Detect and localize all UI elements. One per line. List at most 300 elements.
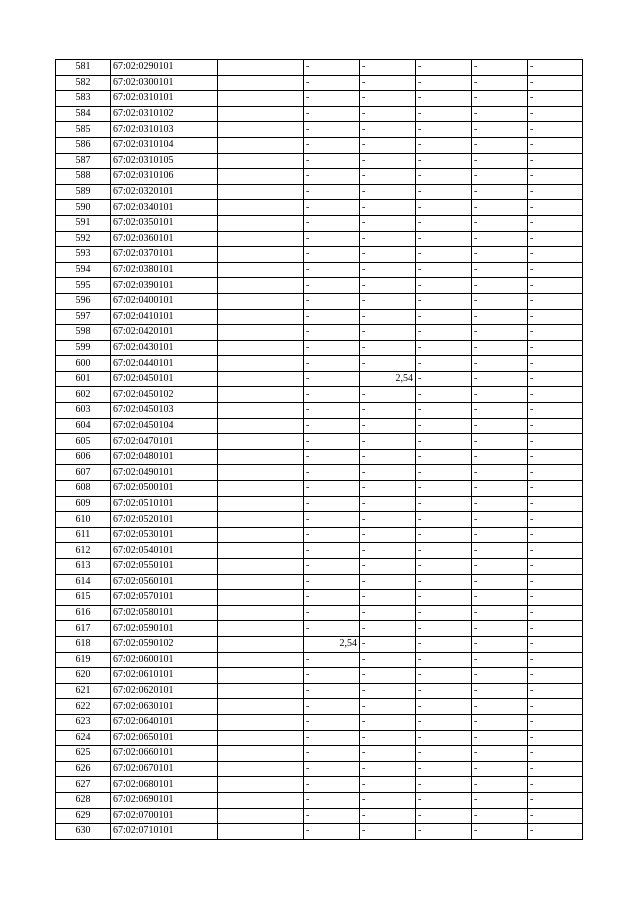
value-cell: -: [304, 652, 360, 668]
value-cell: -: [360, 465, 416, 481]
value-cell: -: [472, 543, 528, 559]
value-cell: -: [304, 91, 360, 107]
value-cell: -: [360, 605, 416, 621]
value-cell: -: [360, 574, 416, 590]
cadastral-code-cell: 67:02:0390101: [111, 278, 218, 294]
value-cell: -: [304, 512, 360, 528]
row-number-cell: 620: [56, 668, 111, 684]
value-cell: -: [360, 184, 416, 200]
cadastral-code-cell: 67:02:0650101: [111, 730, 218, 746]
value-cell: -: [304, 434, 360, 450]
value-cell: -: [304, 184, 360, 200]
cadastral-code-cell: 67:02:0310104: [111, 137, 218, 153]
value-cell: -: [360, 340, 416, 356]
value-cell: -: [416, 137, 472, 153]
empty-cell: [218, 137, 304, 153]
row-number-cell: 616: [56, 605, 111, 621]
row-number-cell: 587: [56, 153, 111, 169]
value-cell: -: [416, 714, 472, 730]
value-cell: -: [304, 496, 360, 512]
row-number-cell: 594: [56, 262, 111, 278]
value-cell: -: [472, 527, 528, 543]
empty-cell: [218, 683, 304, 699]
value-cell: -: [360, 481, 416, 497]
row-number-cell: 582: [56, 75, 111, 91]
cadastral-code-cell: 67:02:0400101: [111, 293, 218, 309]
value-cell: -: [472, 668, 528, 684]
row-number-cell: 583: [56, 91, 111, 107]
value-cell: -: [528, 714, 583, 730]
value-cell: -: [360, 137, 416, 153]
table-row: [56, 169, 583, 185]
table-row: [56, 527, 583, 543]
cadastral-code-cell: 67:02:0590101: [111, 621, 218, 637]
value-cell: -: [304, 730, 360, 746]
value-cell: -: [360, 200, 416, 216]
cadastral-code-cell: 67:02:0450102: [111, 387, 218, 403]
cadastral-code-cell: 67:02:0690101: [111, 792, 218, 808]
empty-cell: [218, 792, 304, 808]
value-cell: -: [528, 730, 583, 746]
value-cell: -: [304, 231, 360, 247]
value-cell: -: [528, 605, 583, 621]
value-cell: -: [528, 699, 583, 715]
table-row: [56, 636, 583, 652]
value-cell: -: [528, 465, 583, 481]
value-cell: -: [528, 340, 583, 356]
value-cell: -: [472, 761, 528, 777]
empty-cell: [218, 761, 304, 777]
value-cell: -: [416, 153, 472, 169]
value-cell: -: [304, 824, 360, 840]
value-cell: -: [528, 636, 583, 652]
value-cell: -: [360, 122, 416, 138]
row-number-cell: 593: [56, 247, 111, 263]
row-number-cell: 624: [56, 730, 111, 746]
table-row: [56, 652, 583, 668]
value-cell: -: [528, 746, 583, 762]
value-cell: -: [360, 231, 416, 247]
value-cell: -: [304, 714, 360, 730]
cadastral-code-cell: 67:02:0610101: [111, 668, 218, 684]
value-cell: -: [304, 293, 360, 309]
table-row: [56, 496, 583, 512]
value-cell: -: [528, 60, 583, 76]
value-cell: -: [416, 418, 472, 434]
table-row: [56, 340, 583, 356]
value-cell: -: [304, 792, 360, 808]
value-cell: -: [416, 605, 472, 621]
table-body: [56, 60, 583, 840]
value-cell: -: [416, 808, 472, 824]
value-cell: -: [416, 122, 472, 138]
row-number-cell: 607: [56, 465, 111, 481]
table-row: [56, 418, 583, 434]
value-cell: -: [472, 356, 528, 372]
table-row: [56, 543, 583, 559]
value-cell: -: [304, 215, 360, 231]
empty-cell: [218, 808, 304, 824]
empty-cell: [218, 278, 304, 294]
value-cell: -: [528, 434, 583, 450]
cadastral-code-cell: 67:02:0340101: [111, 200, 218, 216]
value-cell: -: [304, 465, 360, 481]
empty-cell: [218, 605, 304, 621]
cadastral-code-cell: 67:02:0310102: [111, 106, 218, 122]
value-cell: -: [528, 106, 583, 122]
value-cell: -: [360, 792, 416, 808]
table-row: [56, 449, 583, 465]
value-cell: -: [528, 527, 583, 543]
row-number-cell: 617: [56, 621, 111, 637]
value-cell: -: [472, 403, 528, 419]
value-cell: -: [360, 262, 416, 278]
cadastral-code-cell: 67:02:0420101: [111, 325, 218, 341]
value-cell: -: [304, 418, 360, 434]
table-row: [56, 605, 583, 621]
empty-cell: [218, 371, 304, 387]
value-cell: -: [416, 730, 472, 746]
value-cell: -: [472, 75, 528, 91]
row-number-cell: 588: [56, 169, 111, 185]
table-row: [56, 278, 583, 294]
row-number-cell: 586: [56, 137, 111, 153]
value-cell: -: [416, 91, 472, 107]
value-cell: -: [304, 668, 360, 684]
empty-cell: [218, 91, 304, 107]
table-row: [56, 153, 583, 169]
table-row: [56, 184, 583, 200]
value-cell: -: [472, 496, 528, 512]
cadastral-code-cell: 67:02:0580101: [111, 605, 218, 621]
cadastral-code-cell: 67:02:0680101: [111, 777, 218, 793]
value-cell: -: [416, 559, 472, 575]
cadastral-code-cell: 67:02:0310103: [111, 122, 218, 138]
value-cell: -: [360, 543, 416, 559]
row-number-cell: 614: [56, 574, 111, 590]
value-cell: -: [304, 122, 360, 138]
row-number-cell: 592: [56, 231, 111, 247]
value-cell: -: [360, 153, 416, 169]
value-cell: -: [416, 512, 472, 528]
table-row: [56, 293, 583, 309]
value-cell: -: [416, 496, 472, 512]
value-cell: -: [304, 403, 360, 419]
empty-cell: [218, 652, 304, 668]
value-cell: -: [304, 808, 360, 824]
value-cell: -: [360, 621, 416, 637]
empty-cell: [218, 559, 304, 575]
value-cell: -: [304, 169, 360, 185]
empty-cell: [218, 777, 304, 793]
row-number-cell: 601: [56, 371, 111, 387]
empty-cell: [218, 200, 304, 216]
value-cell: -: [528, 215, 583, 231]
value-cell: -: [360, 106, 416, 122]
table-row: [56, 75, 583, 91]
table-row: [56, 371, 583, 387]
value-cell: -: [472, 683, 528, 699]
value-cell: -: [360, 668, 416, 684]
table-row: [56, 808, 583, 824]
cadastral-code-cell: 67:02:0520101: [111, 512, 218, 528]
value-cell: -: [304, 278, 360, 294]
row-number-cell: 611: [56, 527, 111, 543]
value-cell: -: [416, 387, 472, 403]
row-number-cell: 625: [56, 746, 111, 762]
empty-cell: [218, 449, 304, 465]
table-row: [56, 231, 583, 247]
row-number-cell: 595: [56, 278, 111, 294]
value-cell: -: [472, 184, 528, 200]
value-cell: -: [528, 621, 583, 637]
empty-cell: [218, 403, 304, 419]
empty-cell: [218, 543, 304, 559]
empty-cell: [218, 293, 304, 309]
value-cell: -: [528, 184, 583, 200]
empty-cell: [218, 325, 304, 341]
empty-cell: [218, 730, 304, 746]
value-cell: -: [304, 481, 360, 497]
cadastral-code-cell: 67:02:0530101: [111, 527, 218, 543]
empty-cell: [218, 387, 304, 403]
row-number-cell: 603: [56, 403, 111, 419]
empty-cell: [218, 247, 304, 263]
table-row: [56, 434, 583, 450]
empty-cell: [218, 153, 304, 169]
row-number-cell: 612: [56, 543, 111, 559]
empty-cell: [218, 512, 304, 528]
value-cell: -: [360, 403, 416, 419]
value-cell: -: [360, 325, 416, 341]
value-cell: -: [416, 621, 472, 637]
row-number-cell: 619: [56, 652, 111, 668]
row-number-cell: 589: [56, 184, 111, 200]
value-cell: -: [416, 699, 472, 715]
value-cell: -: [528, 91, 583, 107]
empty-cell: [218, 574, 304, 590]
cadastral-code-cell: 67:02:0620101: [111, 683, 218, 699]
value-cell: -: [528, 231, 583, 247]
value-cell: -: [360, 777, 416, 793]
value-cell: -: [528, 325, 583, 341]
cadastral-code-cell: 67:02:0700101: [111, 808, 218, 824]
value-cell: -: [304, 387, 360, 403]
value-cell: -: [416, 543, 472, 559]
table-row: [56, 730, 583, 746]
empty-cell: [218, 714, 304, 730]
cadastral-code-cell: 67:02:0310105: [111, 153, 218, 169]
cadastral-code-cell: 67:02:0510101: [111, 496, 218, 512]
value-cell: -: [528, 247, 583, 263]
cadastral-code-cell: 67:02:0590102: [111, 636, 218, 652]
value-cell: -: [416, 824, 472, 840]
value-cell: -: [416, 574, 472, 590]
cadastral-code-cell: 67:02:0670101: [111, 761, 218, 777]
value-cell: -: [528, 262, 583, 278]
table-row: [56, 200, 583, 216]
value-cell: -: [360, 418, 416, 434]
value-cell: -: [416, 356, 472, 372]
empty-cell: [218, 621, 304, 637]
value-cell: -: [472, 605, 528, 621]
value-cell: -: [416, 683, 472, 699]
value-cell: -: [304, 325, 360, 341]
value-cell: -: [416, 465, 472, 481]
empty-cell: [218, 465, 304, 481]
value-cell: -: [416, 325, 472, 341]
row-number-cell: 608: [56, 481, 111, 497]
cadastral-code-cell: 67:02:0630101: [111, 699, 218, 715]
value-cell: -: [472, 449, 528, 465]
value-cell: -: [304, 761, 360, 777]
empty-cell: [218, 699, 304, 715]
value-cell: -: [416, 309, 472, 325]
value-cell: -: [528, 371, 583, 387]
value-cell: -: [304, 371, 360, 387]
value-cell: -: [472, 590, 528, 606]
value-cell: -: [472, 278, 528, 294]
empty-cell: [218, 184, 304, 200]
value-cell: -: [360, 247, 416, 263]
table-row: [56, 356, 583, 372]
empty-cell: [218, 122, 304, 138]
table-row: [56, 122, 583, 138]
value-cell: -: [360, 387, 416, 403]
value-cell: -: [360, 636, 416, 652]
value-cell: -: [472, 309, 528, 325]
value-cell: -: [472, 325, 528, 341]
value-cell: -: [360, 714, 416, 730]
value-cell: -: [416, 449, 472, 465]
cadastral-code-cell: 67:02:0540101: [111, 543, 218, 559]
row-number-cell: 622: [56, 699, 111, 715]
value-cell: -: [360, 808, 416, 824]
value-cell: -: [528, 122, 583, 138]
row-number-cell: 628: [56, 792, 111, 808]
table-row: [56, 309, 583, 325]
value-cell: -: [472, 153, 528, 169]
value-cell: -: [472, 60, 528, 76]
value-cell: -: [416, 75, 472, 91]
value-cell: -: [304, 559, 360, 575]
value-cell: -: [472, 434, 528, 450]
value-cell: -: [416, 481, 472, 497]
value-cell: -: [528, 481, 583, 497]
value-cell: -: [304, 247, 360, 263]
value-cell: -: [472, 559, 528, 575]
value-cell: -: [416, 434, 472, 450]
value-cell: -: [416, 652, 472, 668]
table-row: [56, 91, 583, 107]
table-row: [56, 683, 583, 699]
value-cell: -: [528, 792, 583, 808]
value-cell: -: [472, 730, 528, 746]
value-cell: -: [304, 574, 360, 590]
value-cell: -: [304, 527, 360, 543]
value-cell: -: [472, 481, 528, 497]
value-cell: -: [304, 200, 360, 216]
cadastral-code-cell: 67:02:0450101: [111, 371, 218, 387]
empty-cell: [218, 481, 304, 497]
value-cell: -: [528, 761, 583, 777]
row-number-cell: 623: [56, 714, 111, 730]
value-cell: -: [360, 746, 416, 762]
value-cell: -: [416, 247, 472, 263]
row-number-cell: 599: [56, 340, 111, 356]
value-cell: -: [528, 200, 583, 216]
value-cell: -: [528, 824, 583, 840]
value-cell: -: [472, 231, 528, 247]
value-cell: -: [416, 231, 472, 247]
cadastral-code-cell: 67:02:0380101: [111, 262, 218, 278]
empty-cell: [218, 106, 304, 122]
row-number-cell: 613: [56, 559, 111, 575]
cadastral-code-cell: 67:02:0310106: [111, 169, 218, 185]
value-cell: -: [416, 761, 472, 777]
value-cell: -: [528, 683, 583, 699]
table-row: [56, 262, 583, 278]
table-row: [56, 590, 583, 606]
cadastral-code-cell: 67:02:0600101: [111, 652, 218, 668]
cadastral-code-cell: 67:02:0450103: [111, 403, 218, 419]
value-cell: -: [304, 449, 360, 465]
value-cell: -: [304, 543, 360, 559]
value-cell: -: [528, 418, 583, 434]
value-cell: -: [528, 574, 583, 590]
value-cell: -: [472, 137, 528, 153]
row-number-cell: 610: [56, 512, 111, 528]
value-cell: -: [472, 418, 528, 434]
value-cell: -: [360, 824, 416, 840]
row-number-cell: 604: [56, 418, 111, 434]
cadastral-code-cell: 67:02:0430101: [111, 340, 218, 356]
value-cell: -: [416, 340, 472, 356]
value-cell: -: [304, 106, 360, 122]
table-row: [56, 668, 583, 684]
value-cell: -: [528, 356, 583, 372]
value-cell: -: [528, 496, 583, 512]
row-number-cell: 629: [56, 808, 111, 824]
empty-cell: [218, 418, 304, 434]
value-cell: -: [472, 574, 528, 590]
value-cell: -: [360, 293, 416, 309]
value-cell: -: [304, 683, 360, 699]
value-cell: -: [304, 153, 360, 169]
value-cell: -: [360, 91, 416, 107]
value-cell: -: [360, 496, 416, 512]
value-cell: -: [416, 746, 472, 762]
value-cell: -: [360, 512, 416, 528]
table-row: [56, 574, 583, 590]
cadastral-code-cell: 67:02:0310101: [111, 91, 218, 107]
cadastral-code-cell: 67:02:0320101: [111, 184, 218, 200]
value-cell: -: [416, 215, 472, 231]
row-number-cell: 590: [56, 200, 111, 216]
value-cell: -: [360, 527, 416, 543]
value-cell: -: [472, 262, 528, 278]
cadastral-code-cell: 67:02:0560101: [111, 574, 218, 590]
data-table: [55, 59, 583, 840]
value-cell: -: [528, 403, 583, 419]
table-row: [56, 60, 583, 76]
cadastral-code-cell: 67:02:0710101: [111, 824, 218, 840]
empty-cell: [218, 496, 304, 512]
empty-cell: [218, 340, 304, 356]
value-cell: -: [360, 75, 416, 91]
value-cell: -: [416, 278, 472, 294]
value-cell: -: [416, 668, 472, 684]
